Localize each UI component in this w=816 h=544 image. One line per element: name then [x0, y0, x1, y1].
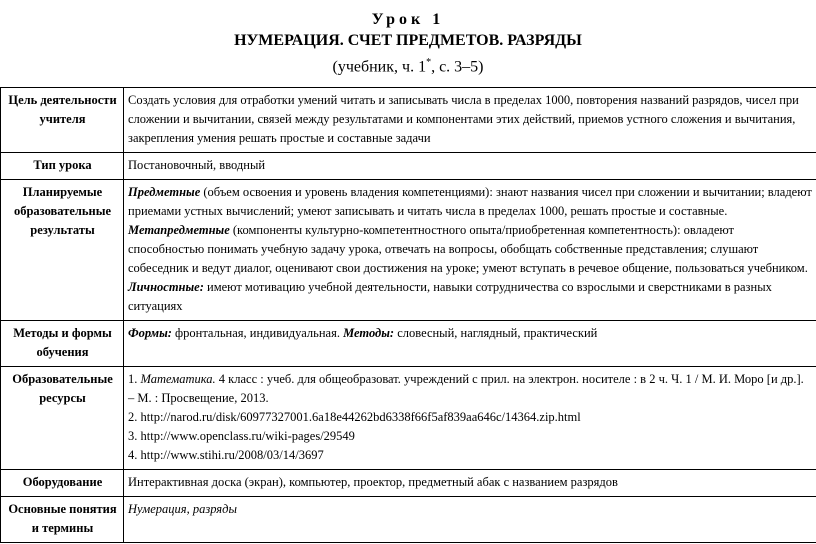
- table-row-equipment: [1, 470, 816, 497]
- subtitle-text: (учебник, ч. 1: [332, 58, 427, 76]
- table-row-type: [1, 153, 816, 180]
- row-content: [124, 367, 816, 470]
- row-content: [124, 321, 816, 367]
- row-label: Планируемые образовательные результаты: [1, 180, 124, 321]
- resource-4-link[interactable]: 4. http://www.stihi.ru/2008/03/14/3697: [128, 448, 324, 462]
- resource-1-title: Математика.: [140, 372, 216, 386]
- row-label: Цель деятельности учителя: [1, 88, 124, 153]
- subject-results-title: Предметные: [128, 185, 201, 199]
- meta-results-text: (компоненты культурно-компетентностного опыта/приобретенная компетентность): овладеют способностью понимать учебную задачу урока, отвечать на вопросы, обобщать собственные представления; слушают собеседник и ведут диалог, оценивают свои достижения на уроке; умеют вступать в речевое общение, пользоваться учебником.: [128, 223, 808, 275]
- subtitle-pages: , с. 3–5): [431, 58, 484, 76]
- resource-1-number: 1.: [128, 372, 141, 386]
- methods-text: словесный, наглядный, практический: [394, 326, 598, 340]
- lesson-subtitle: [0, 52, 816, 78]
- row-label: Оборудование: [1, 470, 124, 497]
- resource-2-link[interactable]: 2. http://narod.ru/disk/60977327001.6a18e44262bd6338f66f5af839aa646c/14364.zip.html: [128, 410, 581, 424]
- table-row-resources: [1, 367, 816, 470]
- table-row-concepts: [1, 497, 816, 543]
- row-content: Интерактивная доска (экран), компьютер, проектор, предметный абак с названием разрядов: [124, 470, 816, 497]
- row-content: [124, 180, 816, 321]
- row-label: Методы и формы обучения: [1, 321, 124, 367]
- table-row-goal: [1, 88, 816, 153]
- lesson-number: Урок 1: [371, 11, 445, 28]
- resource-1-text: 4 класс : учеб. для общеобразоват. учреждений с прил. на электрон. носителе : в 2 ч. Ч. 1 / М. И. Моро [и др.]. – М. : Просвещение, 2013.: [128, 372, 804, 405]
- forms-text: фронтальная, индивидуальная.: [171, 326, 344, 340]
- resource-3-link[interactable]: 3. http://www.openclass.ru/wiki-pages/29549: [128, 429, 355, 443]
- lesson-plan-table: [0, 87, 816, 543]
- table-row-results: [1, 180, 816, 321]
- subtitle-footnote-mark: *: [426, 57, 432, 68]
- meta-results-title: Метапредметные: [128, 223, 230, 237]
- row-label: Основные понятия и термины: [1, 497, 124, 543]
- row-content: Создать условия для отработки умений читать и записывать числа в пределах 1000, повторения названий разрядов, чисел при сложении и вычитании, связей между результатами и компонентами этих действий, приемов устного сложения и вычитания, закрепления умения решать простые и составные задачи: [124, 88, 816, 153]
- document-header: [0, 10, 816, 78]
- row-content: Постановочный, вводный: [124, 153, 816, 180]
- row-label: Образовательные ресурсы: [1, 367, 124, 470]
- personal-results-text: имеют мотивацию учебной деятельности, навыки сотрудничества со взрослыми и сверстниками в разных ситуациях: [128, 280, 772, 313]
- forms-title: Формы:: [128, 326, 172, 340]
- methods-title: Методы:: [343, 326, 395, 340]
- lesson-title: НУМЕРАЦИЯ. СЧЕТ ПРЕДМЕТОВ. РАЗРЯДЫ: [234, 32, 582, 49]
- personal-results-title: Личностные:: [128, 280, 204, 294]
- row-content: Нумерация, разряды: [124, 497, 816, 543]
- subject-results-text: (объем освоения и уровень владения компетенциями): знают названия чисел при сложении и вычитании; владеют приемами устных вычислений; умеют записывать и читать числа в пределах 1000, решать простые и составные.: [128, 185, 812, 218]
- row-label: Тип урока: [1, 153, 124, 180]
- table-row-methods: [1, 321, 816, 367]
